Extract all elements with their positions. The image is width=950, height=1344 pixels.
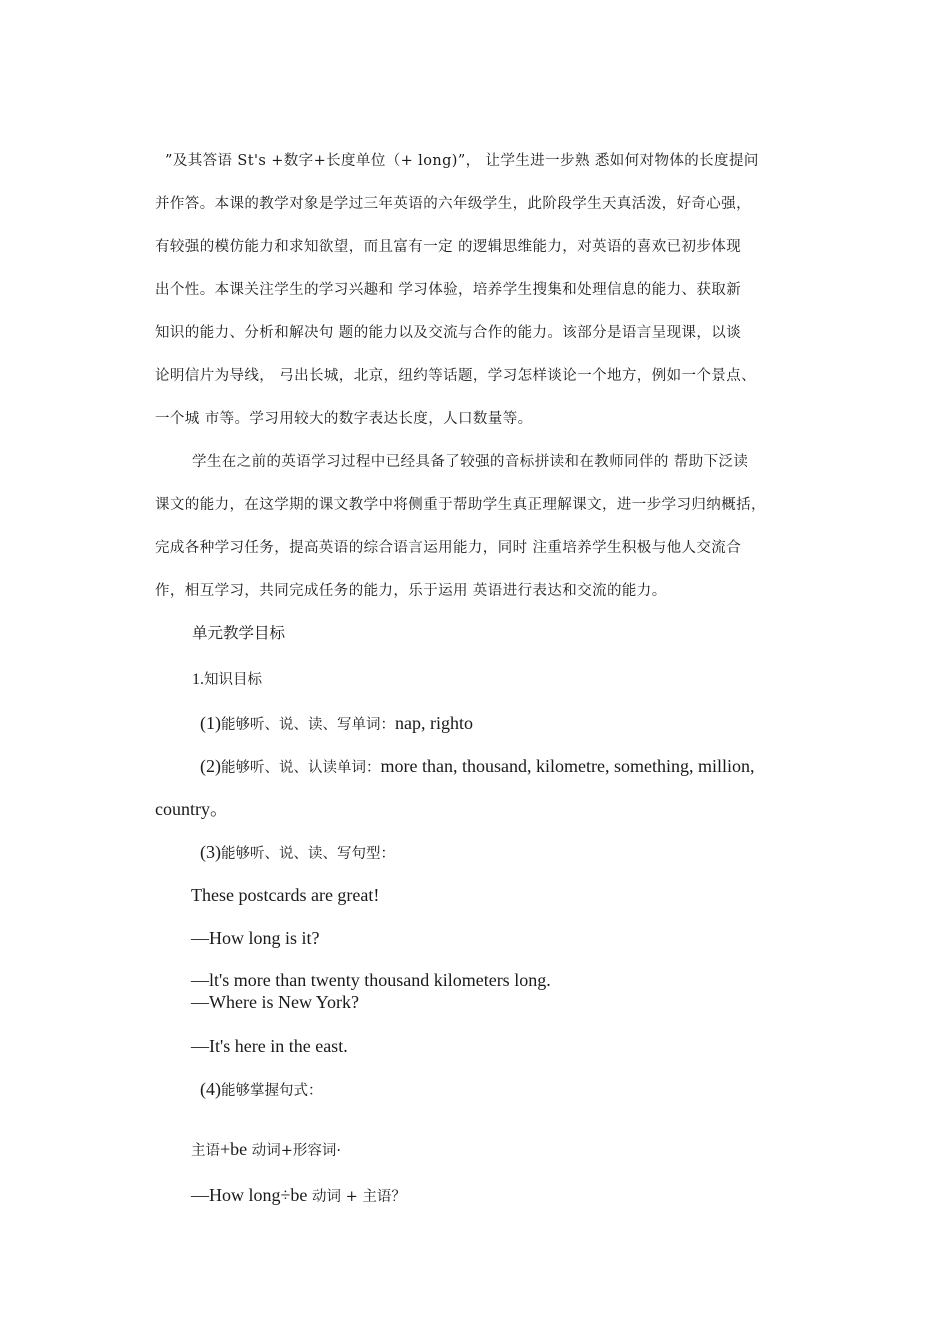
sentence: —lt's more than twenty thousand kilometers long. xyxy=(191,970,551,990)
item-label: 能够掌握句式： xyxy=(221,1083,323,1099)
paragraph-line: 论明信片为导线， 弓出长城，北京，纽约等话题，学习怎样谈论一个地方，例如一个景点、 xyxy=(155,368,757,384)
pattern-part: —How long÷be xyxy=(191,1185,308,1205)
paragraph-line: 一个城 市等。学习用较大的数字表达长度，人口数量等。 xyxy=(155,411,533,427)
item-number: (2) xyxy=(200,756,221,776)
paragraph-line: 完成各种学习任务，提高英语的综合语言运用能力，同时 注重培养学生积极与他人交流合 xyxy=(155,540,742,556)
item-number: (3) xyxy=(200,842,221,862)
goal-heading xyxy=(192,672,262,688)
paragraph-line: ”及其答语 St's +数字+长度单位（+ long)”， 让学生进一步熟 悉如何对物体的长度提问 xyxy=(165,153,759,169)
objective-item-2 xyxy=(200,757,754,776)
objective-item-1 xyxy=(200,714,473,733)
sentence: —It's here in the east. xyxy=(191,1036,348,1056)
sentence: —Where is New York? xyxy=(191,992,359,1012)
item-number: (1) xyxy=(200,713,221,733)
paragraph-line: 有较强的模仿能力和求知欲望，而且富有一定 的逻辑思维能力，对英语的喜欢已初步体现 xyxy=(155,239,742,255)
item-label: 能够听、说、读、写单词： xyxy=(221,717,395,733)
item-words-continued: country。 xyxy=(155,799,228,819)
goal-label: 知识目标 xyxy=(204,672,262,688)
item-number: (4) xyxy=(200,1079,221,1099)
pattern-part: 动词+形容词· xyxy=(247,1143,342,1159)
pattern-part: +be xyxy=(220,1139,248,1159)
paragraph-line: 出个性。本课关注学生的学习兴趣和 学习体验，培养学生搜集和处理信息的能力、获取新 xyxy=(155,282,742,298)
paragraph-line: 知识的能力、分析和解决句 题的能力以及交流与合作的能力。该部分是语言呈现课，以谈 xyxy=(155,325,742,341)
pattern-part: 动词 + 主语？ xyxy=(307,1189,406,1205)
sentence: These postcards are great! xyxy=(191,885,380,905)
item-words: nap, righto xyxy=(395,713,473,733)
pattern-part: 主语 xyxy=(191,1143,220,1159)
section-title: 单元教学目标 xyxy=(192,624,286,642)
sentence-pattern-2 xyxy=(191,1186,406,1205)
paragraph-line: 作，相互学习，共同完成任务的能力，乐于运用 英语进行表达和交流的能力。 xyxy=(155,583,667,599)
objective-item-4 xyxy=(200,1080,323,1099)
item-label: 能够听、说、读、写句型： xyxy=(221,846,395,862)
paragraph-line: 并作答。本课的教学对象是学过三年英语的六年级学生，此阶段学生天真活泼，好奇心强， xyxy=(155,196,751,212)
paragraph-line: 课文的能力，在这学期的课文教学中将侧重于帮助学生真正理解课文，进一步学习归纳概括， xyxy=(155,497,766,513)
sentence: —How long is it? xyxy=(191,928,320,948)
sentence-pattern-1 xyxy=(191,1140,341,1159)
objective-item-3 xyxy=(200,843,395,862)
item-label: 能够听、说、认读单词： xyxy=(221,760,381,776)
goal-number: 1. xyxy=(192,671,204,688)
paragraph-line: 学生在之前的英语学习过程中已经具备了较强的音标拼读和在教师同伴的 帮助下泛读 xyxy=(192,454,749,470)
item-words: more than, thousand, kilometre, something, million, xyxy=(380,756,755,776)
